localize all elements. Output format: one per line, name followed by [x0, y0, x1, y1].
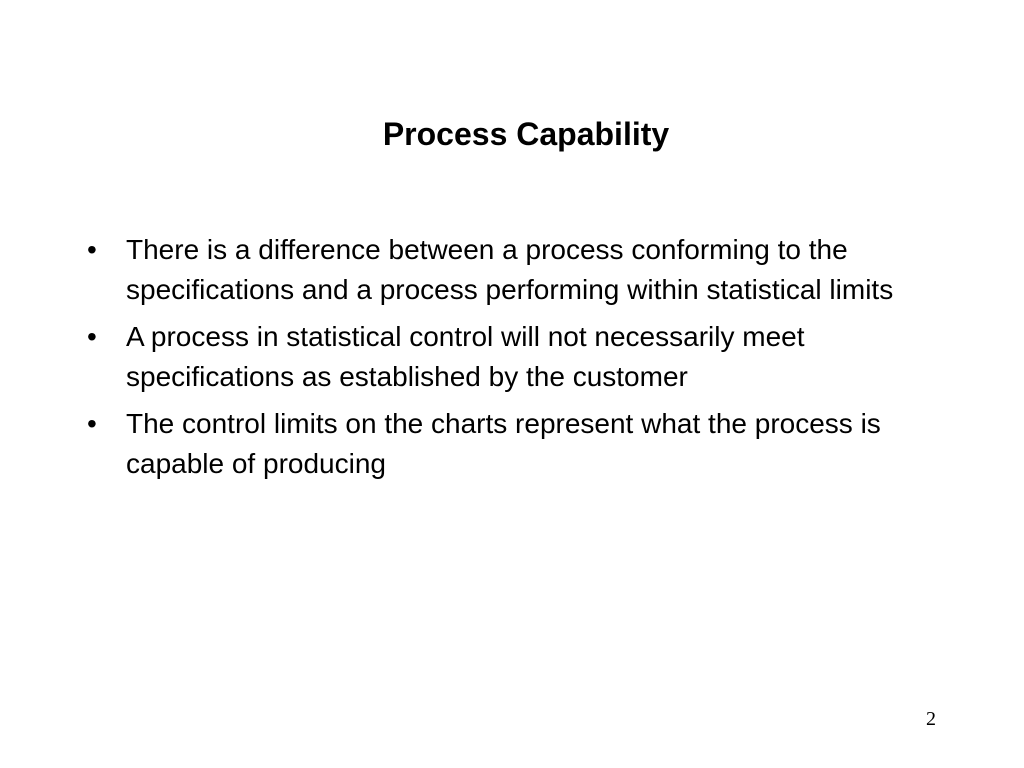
bullet-marker: • [87, 321, 97, 352]
bullet-item [85, 230, 935, 309]
page-number: 2 [926, 708, 936, 730]
bullet-marker: • [87, 408, 97, 439]
bullet-text: The control limits on the charts represent what the process is capable of producing [126, 408, 881, 479]
slide-title: Process Capability [382, 116, 670, 152]
bullet-list [85, 230, 935, 491]
bullet-item [85, 404, 935, 483]
bullet-text: A process in statistical control will not necessarily meet specifications as established by the customer [126, 321, 805, 392]
bullet-text: There is a difference between a process conforming to the specifications and a process performing within statistical limits [126, 234, 894, 305]
bullet-marker: • [87, 234, 97, 265]
bullet-item [85, 317, 935, 396]
